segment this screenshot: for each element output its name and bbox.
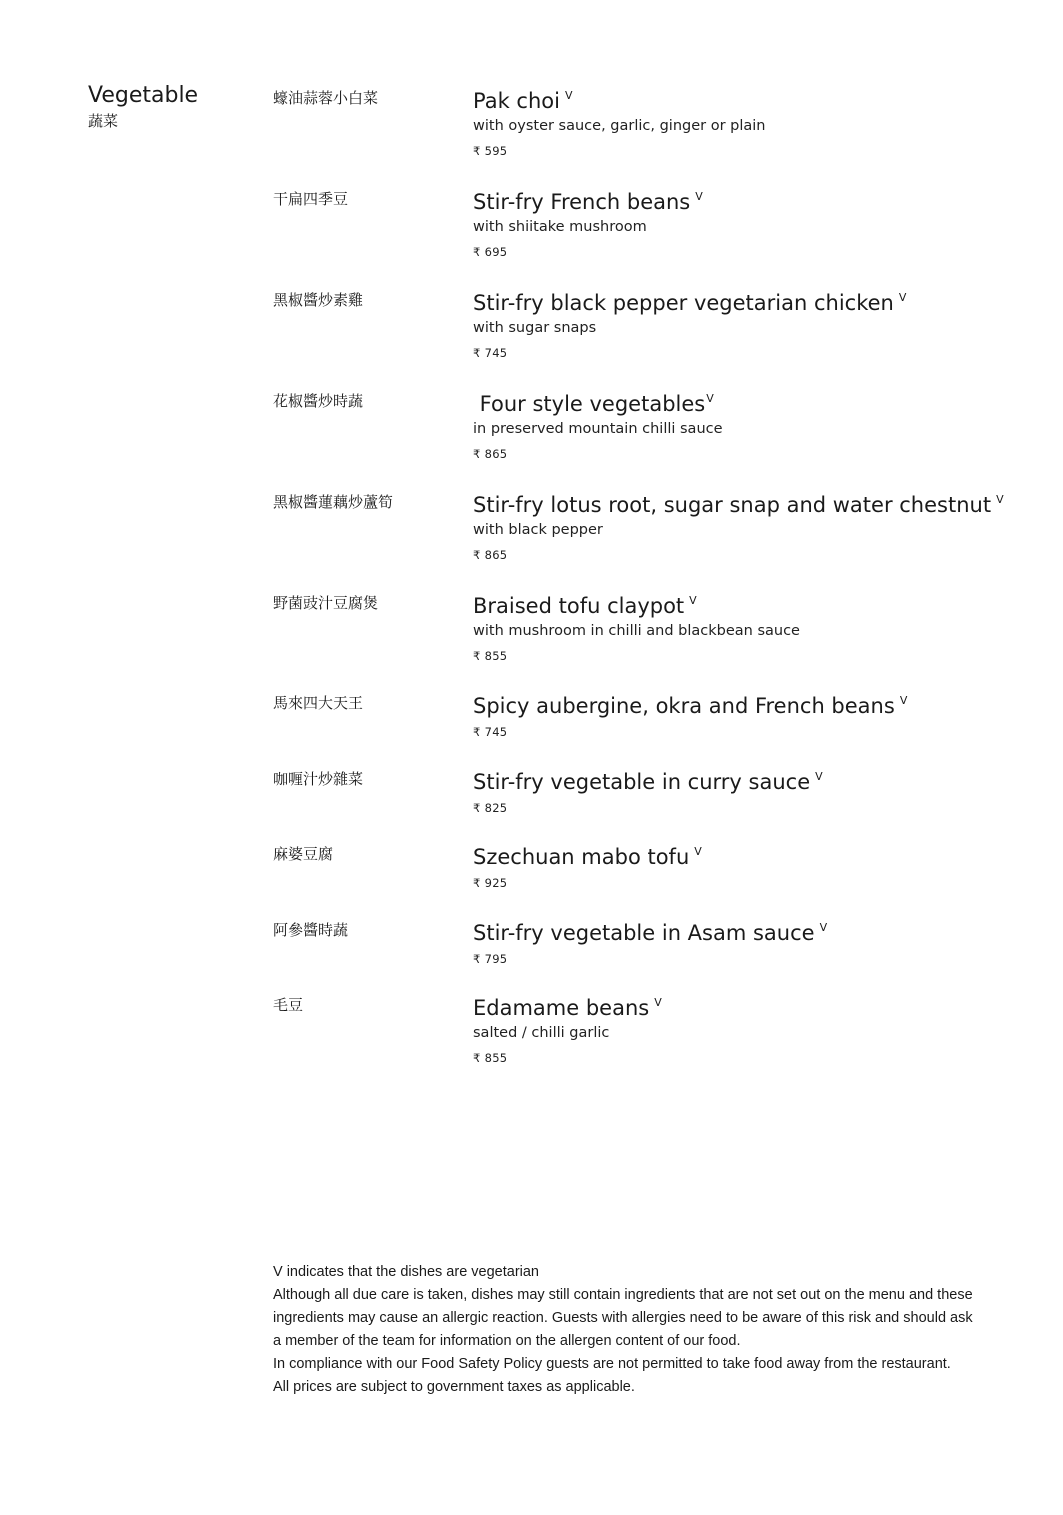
dish-price: ₹ 695 — [473, 245, 508, 259]
dish-name-zh: 野菌豉汁豆腐煲 — [273, 594, 379, 612]
dish-name-en: Stir-fry vegetable in curry sauce — [473, 770, 811, 794]
vegetarian-mark: V — [695, 190, 703, 203]
dish-price: ₹ 795 — [473, 952, 508, 966]
vegetarian-mark: V — [819, 921, 828, 934]
dish-name-en: Stir-fry lotus root, sugar snap and water chestnut — [473, 493, 992, 517]
dish-name-en: Spicy aubergine, okra and French beans — [473, 694, 895, 718]
dish-price: ₹ 855 — [473, 649, 508, 663]
dish-price: ₹ 745 — [473, 346, 508, 360]
dish-description: with mushroom in chilli and blackbean sauce — [473, 623, 800, 639]
vegetarian-mark: V — [564, 89, 573, 102]
dish-name-en: Four style vegetables — [473, 392, 706, 416]
vegetarian-mark: V — [654, 996, 662, 1009]
dish-description: salted / chilli garlic — [473, 1025, 610, 1041]
dish-price: ₹ 865 — [473, 548, 508, 562]
vegetarian-mark: V — [689, 594, 697, 607]
menu-footnotes — [273, 1261, 973, 1399]
food-safety-notice: In compliance with our Food Safety Policy guests are not permitted to take food away from the restaurant. — [273, 1356, 951, 1372]
dish-price: ₹ 745 — [473, 725, 508, 739]
dish-name-en: Stir-fry vegetable in Asam sauce — [473, 921, 815, 945]
vegetarian-mark: V — [706, 392, 714, 405]
dish-name-zh: 黑椒醬蓮藕炒蘆筍 — [273, 493, 394, 511]
dish-description: with sugar snaps — [473, 320, 597, 336]
dish-price: ₹ 855 — [473, 1051, 508, 1065]
dish-price: ₹ 925 — [473, 876, 508, 890]
vegetarian-mark: V — [996, 493, 1004, 506]
dish-price: ₹ 595 — [473, 144, 508, 158]
dish-name-zh: 黑椒醬炒素雞 — [273, 291, 364, 309]
allergen-notice: Although all due care is taken, dishes may still contain ingredients that are not set out on the menu and these ingredients may cause an allergic reaction. Guests with allergies need to be aware of this risk and should ask a member of the team for information on the allergen content of our food. — [273, 1287, 973, 1349]
dish-name-en: Braised tofu claypot — [473, 594, 685, 618]
section-title-zh: 蔬菜 — [88, 112, 119, 130]
vegetarian-mark: V — [815, 770, 823, 783]
dish-name-zh: 毛豆 — [273, 996, 304, 1014]
section-title-en: Vegetable — [88, 83, 199, 108]
dish-name-en: Stir-fry French beans — [473, 190, 691, 214]
dish-name-en: Pak choi — [473, 89, 560, 113]
dish-name-en: Edamame beans — [473, 996, 650, 1020]
dish-price: ₹ 825 — [473, 801, 508, 815]
dish-price: ₹ 865 — [473, 447, 508, 461]
dish-description: with oyster sauce, garlic, ginger or plain — [473, 118, 766, 134]
dish-name-zh: 干扁四季豆 — [273, 190, 349, 208]
dish-name-zh: 馬來四大天王 — [273, 694, 364, 712]
dish-description: with black pepper — [473, 522, 603, 538]
dish-name-zh: 麻婆豆腐 — [273, 845, 334, 863]
dish-name-zh: 咖喱汁炒雜菜 — [273, 770, 364, 788]
vegetarian-legend: V indicates that the dishes are vegetarian — [273, 1264, 539, 1280]
dish-description: with shiitake mushroom — [473, 219, 647, 235]
dish-description: in preserved mountain chilli sauce — [473, 421, 723, 437]
dish-name-zh: 花椒醬炒時蔬 — [273, 392, 364, 410]
tax-notice: All prices are subject to government taxes as applicable. — [273, 1379, 635, 1395]
vegetarian-mark: V — [694, 845, 702, 858]
dish-name-en: Stir-fry black pepper vegetarian chicken — [473, 291, 894, 315]
vegetarian-mark: V — [899, 694, 908, 707]
dish-name-zh: 蠔油蒜蓉小白菜 — [273, 89, 379, 107]
dish-name-zh: 阿參醬時蔬 — [273, 921, 349, 939]
section-title — [88, 82, 258, 132]
dish-name-en: Szechuan mabo tofu — [473, 845, 690, 869]
vegetarian-mark: V — [898, 291, 907, 304]
